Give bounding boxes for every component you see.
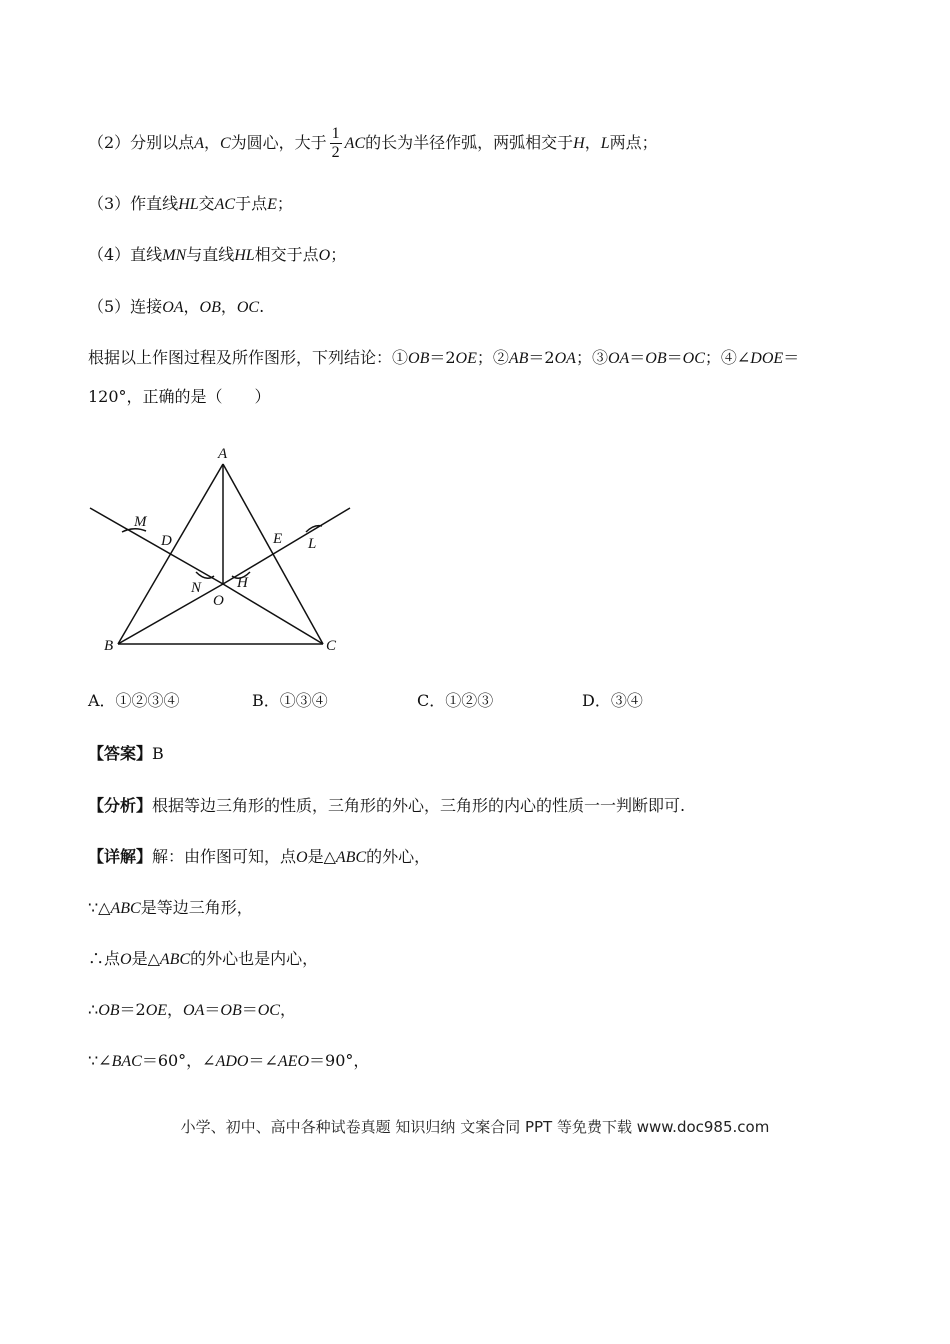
text: 的长为半径作弧，两弧相交于 [365,133,574,152]
text: ＝∠ [248,1051,278,1070]
text: ；④∠ [704,348,751,367]
text: 是等边三角形， [140,898,253,917]
answer-tag: 【答案】 [88,744,153,763]
segment-ob [118,584,223,644]
var: OC [257,1002,280,1019]
option-c[interactable]: C．①②③ [417,691,494,710]
page-footer: 小学、初中、高中各种试卷真题 知识归纳 文案合同 PPT 等免费下载 www.doc985.com [180,1118,770,1136]
line-hl [223,508,350,584]
fraction-numerator: 1 [331,125,340,142]
label-o: O [213,593,224,609]
text: 两点； [609,133,658,152]
text: （3）作直线 [88,194,179,213]
question-line-1 [88,347,799,370]
text: （4）直线 [88,245,163,264]
segment-oc [223,584,323,644]
var: C [219,135,231,152]
text: 是△ [131,949,160,968]
text: ， [203,133,220,152]
var: OE [145,1002,168,1019]
var: ABC [110,900,141,917]
var: O [120,951,132,968]
var: OB [199,299,221,316]
text: ∴ [88,1000,99,1019]
var: O [296,849,308,866]
var: ABC [335,849,367,866]
text: ； [330,245,347,264]
var: AB [508,350,529,367]
var: OB [98,1002,120,1019]
var: DOE [750,350,784,367]
var: OC [682,350,705,367]
var: L [600,135,610,152]
text: ＝2 [429,348,456,367]
label-e: E [273,531,283,547]
var: E [267,196,277,213]
detail [88,846,430,869]
answer-value: B [152,744,164,763]
label-h: H [237,575,248,591]
text: 相交于点 [254,245,319,264]
text: 交 [198,194,215,213]
label-n: N [191,580,202,596]
var: OB [645,350,667,367]
proof-line-1 [88,897,253,920]
var: OB [408,350,430,367]
label-c: C [326,638,337,654]
label-d: D [161,533,172,549]
var: OA [183,1002,205,1019]
text: . [259,297,265,316]
step-4 [88,244,346,267]
text: ＝2 [119,1000,146,1019]
proof-line-4 [88,1050,369,1073]
text: ； [276,194,293,213]
text: ， [183,297,200,316]
text: ＝90°， [309,1051,370,1070]
var: AC [214,196,236,213]
text: ＝ [666,348,683,367]
detail-tag: 【详解】 [88,847,153,866]
var: ADO [215,1053,249,1070]
label-l: L [308,536,317,552]
text: 于点 [235,194,268,213]
text: ＝ [629,348,646,367]
analysis-tag: 【分析】 [88,796,153,815]
text: （5）连接 [88,297,163,316]
var: OB [220,1002,242,1019]
label-m: M [134,514,147,530]
var: H [573,135,585,152]
var: MN [162,247,187,264]
text: ， [167,1000,184,1019]
proof-line-3 [88,999,296,1022]
text: ， [220,297,237,316]
label-b: B [104,638,114,654]
var: BAC [111,1053,142,1070]
question-line-2: 120°，正确的是（ ） [88,387,271,406]
text: 的外心也是内心， [190,949,319,968]
var: AEO [277,1053,310,1070]
step-2 [88,124,658,163]
answer [88,743,164,765]
fraction-denominator: 2 [331,144,340,161]
text: ＝60°，∠ [141,1051,216,1070]
var: A [194,135,204,152]
text: 与直线 [186,245,235,264]
analysis-text: 根据等边三角形的性质，三角形的外心，三角形的内心的性质一一判断即可. [152,796,686,815]
text: 的外心， [366,847,431,866]
text: ＝ [204,1000,221,1019]
var: OA [162,299,184,316]
var: ABC [159,951,191,968]
step-5 [88,296,264,319]
geometry-figure [88,440,368,662]
var: HL [234,247,255,264]
step-3 [88,193,293,216]
text: ， [279,1000,296,1019]
option-d[interactable]: D．③④ [582,691,643,710]
option-a[interactable]: A．①②③④ [88,691,180,710]
text: 是△ [307,847,336,866]
text: 为圆心，大于 [230,133,327,152]
text: ＝2 [528,348,555,367]
text: ∴点 [88,949,121,968]
text: 根据以上作图过程及所作图形，下列结论：① [88,348,409,367]
text: ∵△ [88,898,111,917]
line-mn [90,508,223,584]
text: ；③ [575,348,608,367]
label-a: A [218,446,228,462]
var: O [318,247,331,264]
var: OC [236,299,260,316]
text: 解：由作图可知，点 [152,847,297,866]
var: AC [344,135,366,152]
proof-line-2 [88,948,318,971]
fraction-half [330,125,342,162]
var: OA [607,350,630,367]
text: ∵∠ [88,1051,112,1070]
text: ＝ [783,348,800,367]
var: OA [554,350,576,367]
text: ， [584,133,601,152]
analysis [88,795,685,817]
text: ；② [476,348,509,367]
text: （2）分别以点 [88,133,195,152]
var: HL [178,196,199,213]
text: ＝ [241,1000,258,1019]
var: OE [455,350,477,367]
option-b[interactable]: B．①③④ [252,691,328,710]
